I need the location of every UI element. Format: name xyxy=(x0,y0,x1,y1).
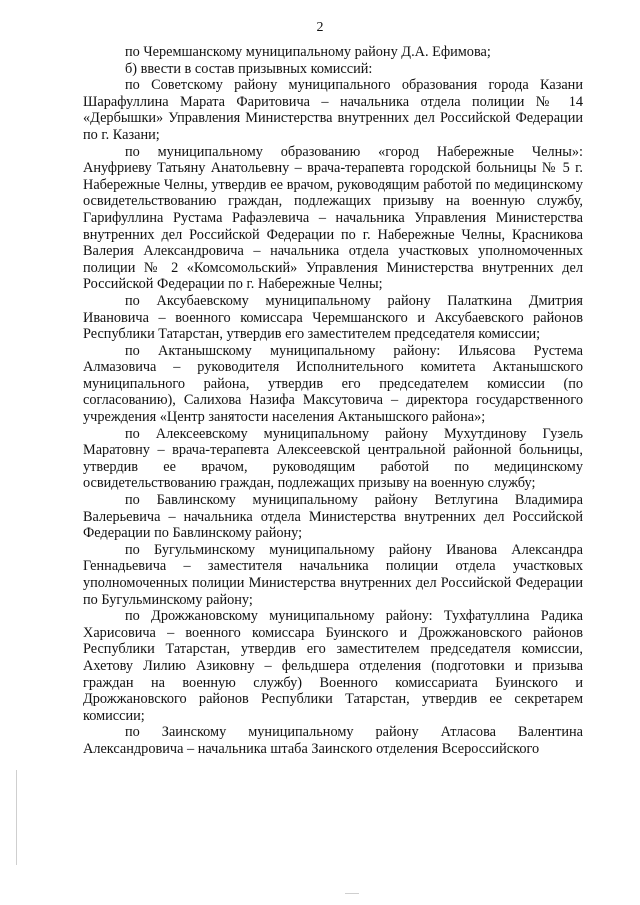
paragraph: по Дрожжановскому муниципальному району: Тухфатуллина Радика Харисовича – военного комиссара Буинского и Дрожжановского районов Республики Татарстан, утвердив его заместителем председателя комиссии, Ахетову Лилию Азиковну – фельдшера отделения (подготовки и призыва граждан на военную службу) Военного комиссариата Буинского и Дрожжановского районов Республики Татарстан, утвердив ее секретарем комиссии; xyxy=(83,608,583,724)
paragraph: по Актанышскому муниципальному району: Ильясова Рустема Алмазовича – руководителя Исполнительного комитета Актанышского муниципального района, утвердив его председателем комиссии (по согласованию), Салихова Назифа Максутовича – директора государственного учреждения «Центр занятости населения Актанышского района»; xyxy=(83,342,583,426)
paragraph: по муниципальному образованию «город Набережные Челны»: Ануфриеву Татьяну Анатольевну – врача-терапевта городской больницы № 5 г. Набережные Челны, утвердив ее врачом, руководящим работой по медицинскому освидетельствованию граждан, подлежащих призыву на военную службу, Гарифуллина Рустама Рафаэлевича – начальника Управления Министерства внутренних дел Российской Федерации по г. Набережные Челны, Красникова Валерия Александровича – начальника отдела участковых уполномоченных полиции № 2 «Комсомольский» Управления Министерства внутренних дел Российской Федерации по г. Набережные Челны; xyxy=(83,143,583,293)
paragraph: по Алексеевскому муниципальному району Мухутдинову Гузель Маратовну – врача-терапевта Алексеевской центральной районной больницы, утвердив ее врачом, руководящим работой по медицинскому освидетельствованию граждан, подлежащих призыву на военную службу; xyxy=(83,425,583,492)
scan-artifact xyxy=(345,893,359,894)
document-body xyxy=(83,44,583,758)
paragraph: по Аксубаевскому муниципальному району Палаткина Дмитрия Ивановича – военного комиссара Черемшанского и Аксубаевского районов Республики Татарстан, утвердив его заместителем председателя комиссии; xyxy=(83,292,583,343)
paragraph: по Советскому району муниципального образования города Казани Шарафуллина Марата Фаритовича – начальника отдела полиции № 14 «Дербышки» Управления Министерства внутренних дел Российской Федерации по г. Казани; xyxy=(83,77,583,143)
page-number: 2 xyxy=(316,20,324,35)
scan-artifact xyxy=(16,770,17,865)
paragraph: по Заинскому муниципальному району Атласова Валентина Александровича – начальника штаба Заинского отделения Всероссийского xyxy=(83,724,583,757)
paragraph: б) ввести в состав призывных комиссий: xyxy=(125,60,373,77)
paragraph: по Бугульминскому муниципальному району Иванова Александра Геннадьевича – заместителя начальника полиции отдела участковых уполномоченных полиции Министерства внутренних дел Российской Федерации по Бугульминскому району; xyxy=(83,541,583,608)
paragraph: по Бавлинскому муниципальному району Ветлугина Владимира Валерьевича – начальника отдела Министерства внутренних дел Российской Федерации по Бавлинскому району; xyxy=(83,492,583,542)
paragraph: по Черемшанскому муниципальному району Д.А. Ефимова; xyxy=(125,44,491,60)
